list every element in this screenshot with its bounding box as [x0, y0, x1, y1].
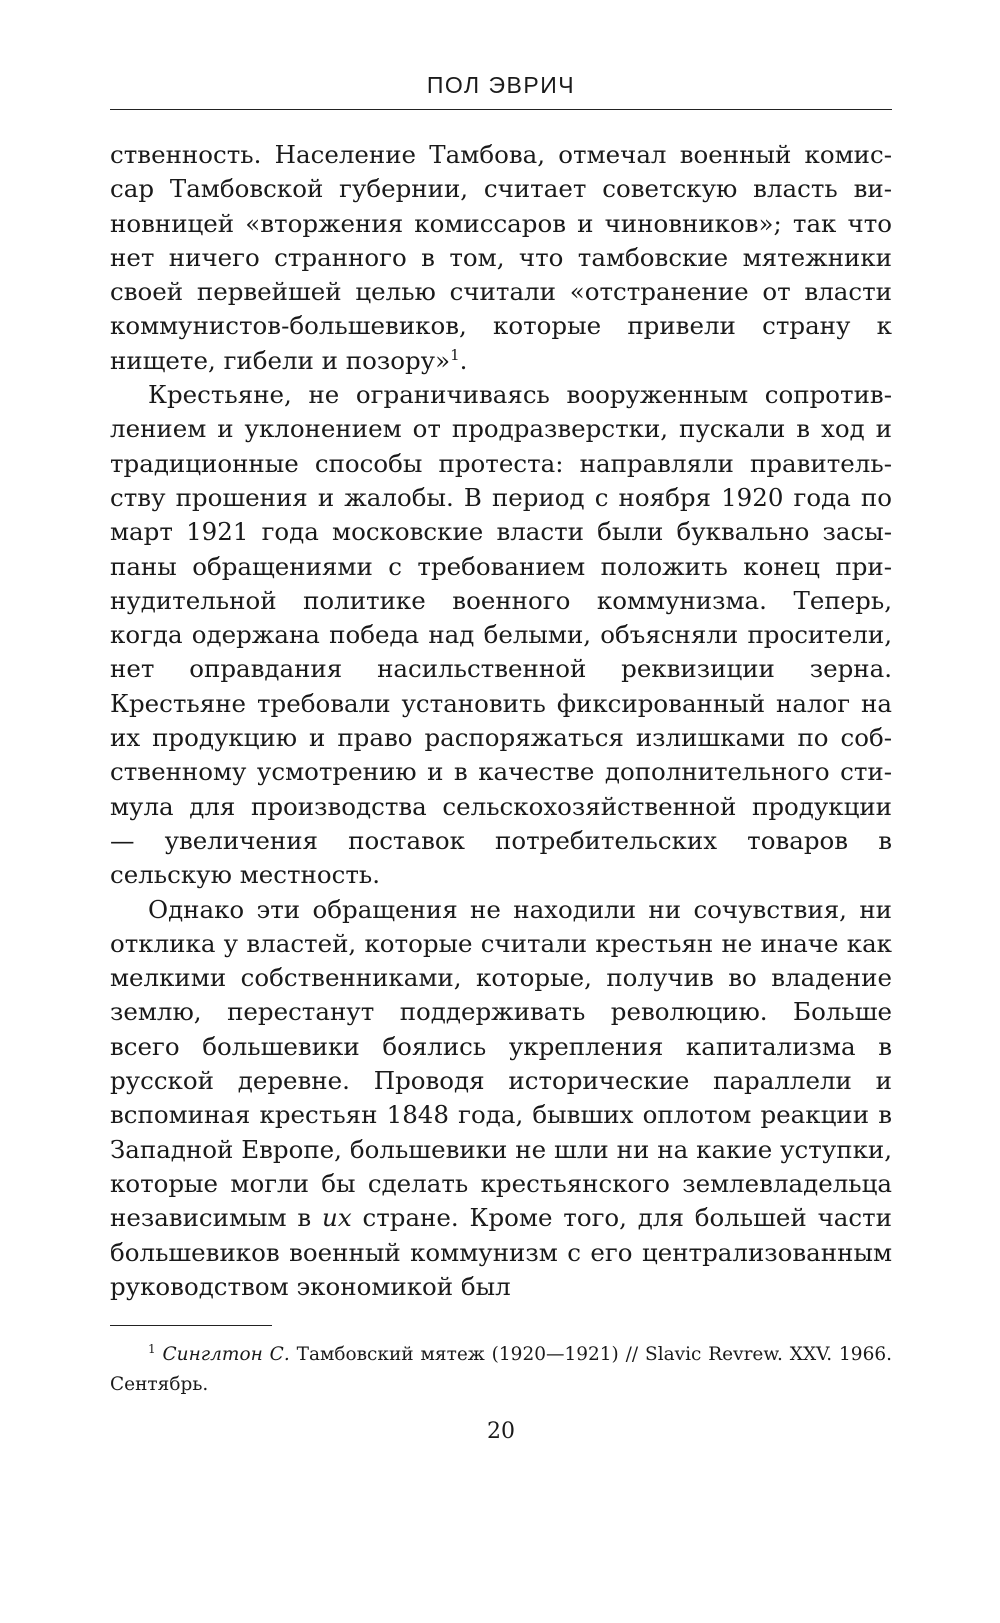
paragraph-1-text: ственность. Население Тамбова, отмечал военный комиссар Тамбовской губернии, считает советскую власть виновницей «вторжения комиссаров и чиновников»; так что нет ничего странного в том, что тамбовские мятежники своей первейшей целью считали «отстранение от власти коммунистов-большевиков, которые привели страну к нищете, гибели и позору» — [110, 140, 892, 375]
header-rule — [110, 109, 892, 110]
paragraph-2: Крестьяне, не ограничиваясь вооруженным сопротивлением и уклонением от продразверстки, пускали в ход и традиционные способы протеста: направляли правительству прошения и жалобы. В период с ноября 1920 года по март 1921 года московские власти были буквально засыпаны обращениями с требованием положить конец принудительной политике военного коммунизма. Теперь, когда одержана победа над белыми, объясняли просители, нет оправдания насильственной реквизиции зерна. Крестьяне требовали установить фиксированный налог на их продукцию и право распоряжаться излишками по собственному усмотрению и в качестве дополнительного стимула для производства сельскохозяйственной продукции — увеличения поставок потребительских товаров в сельскую местность. — [110, 380, 892, 890]
footnote-author: Синглтон С. — [162, 1344, 290, 1365]
paragraph-1-tail: . — [459, 345, 468, 375]
paragraph-3 — [110, 893, 892, 1305]
paragraph-3-text-b: стране. Кроме того, для большей части большевиков военный коммунизм с его централизованным руководством экономикой был — [110, 1203, 892, 1301]
book-page — [110, 0, 892, 1623]
body-text — [110, 138, 892, 1304]
paragraph-3-italic: их — [322, 1203, 352, 1233]
paragraph-3-text-a: Однако эти обращения не находили ни сочувствия, ни отклика у властей, которые считали крестьян не иначе как мелкими собственниками, которые, получив во владение землю, перестанут поддерживать революцию. Большe всего большевики боялись укрепления капитализма в русской деревне. Проводя исторические параллели и вспоминая крестьян 1848 года, бывших оплотом реакции в Западной Европе, большевики не шли ни на какие уступки, которые могли бы сделать крестьянского землевладельца независимым в — [110, 894, 892, 1233]
footnote-ref-1: 1 — [450, 345, 460, 364]
running-title: ПОЛ ЭВРИЧ — [426, 72, 576, 98]
paragraph-1 — [110, 138, 892, 378]
footnote-1 — [110, 1340, 892, 1400]
page-number: 20 — [487, 1419, 515, 1444]
footnote-text: Тамбовский мятеж (1920—1921) // Slavic Revrew. XXV. 1966. Сентябрь. — [110, 1344, 892, 1395]
footnote-rule — [110, 1325, 272, 1326]
footnote-marker: 1 — [148, 1342, 156, 1356]
